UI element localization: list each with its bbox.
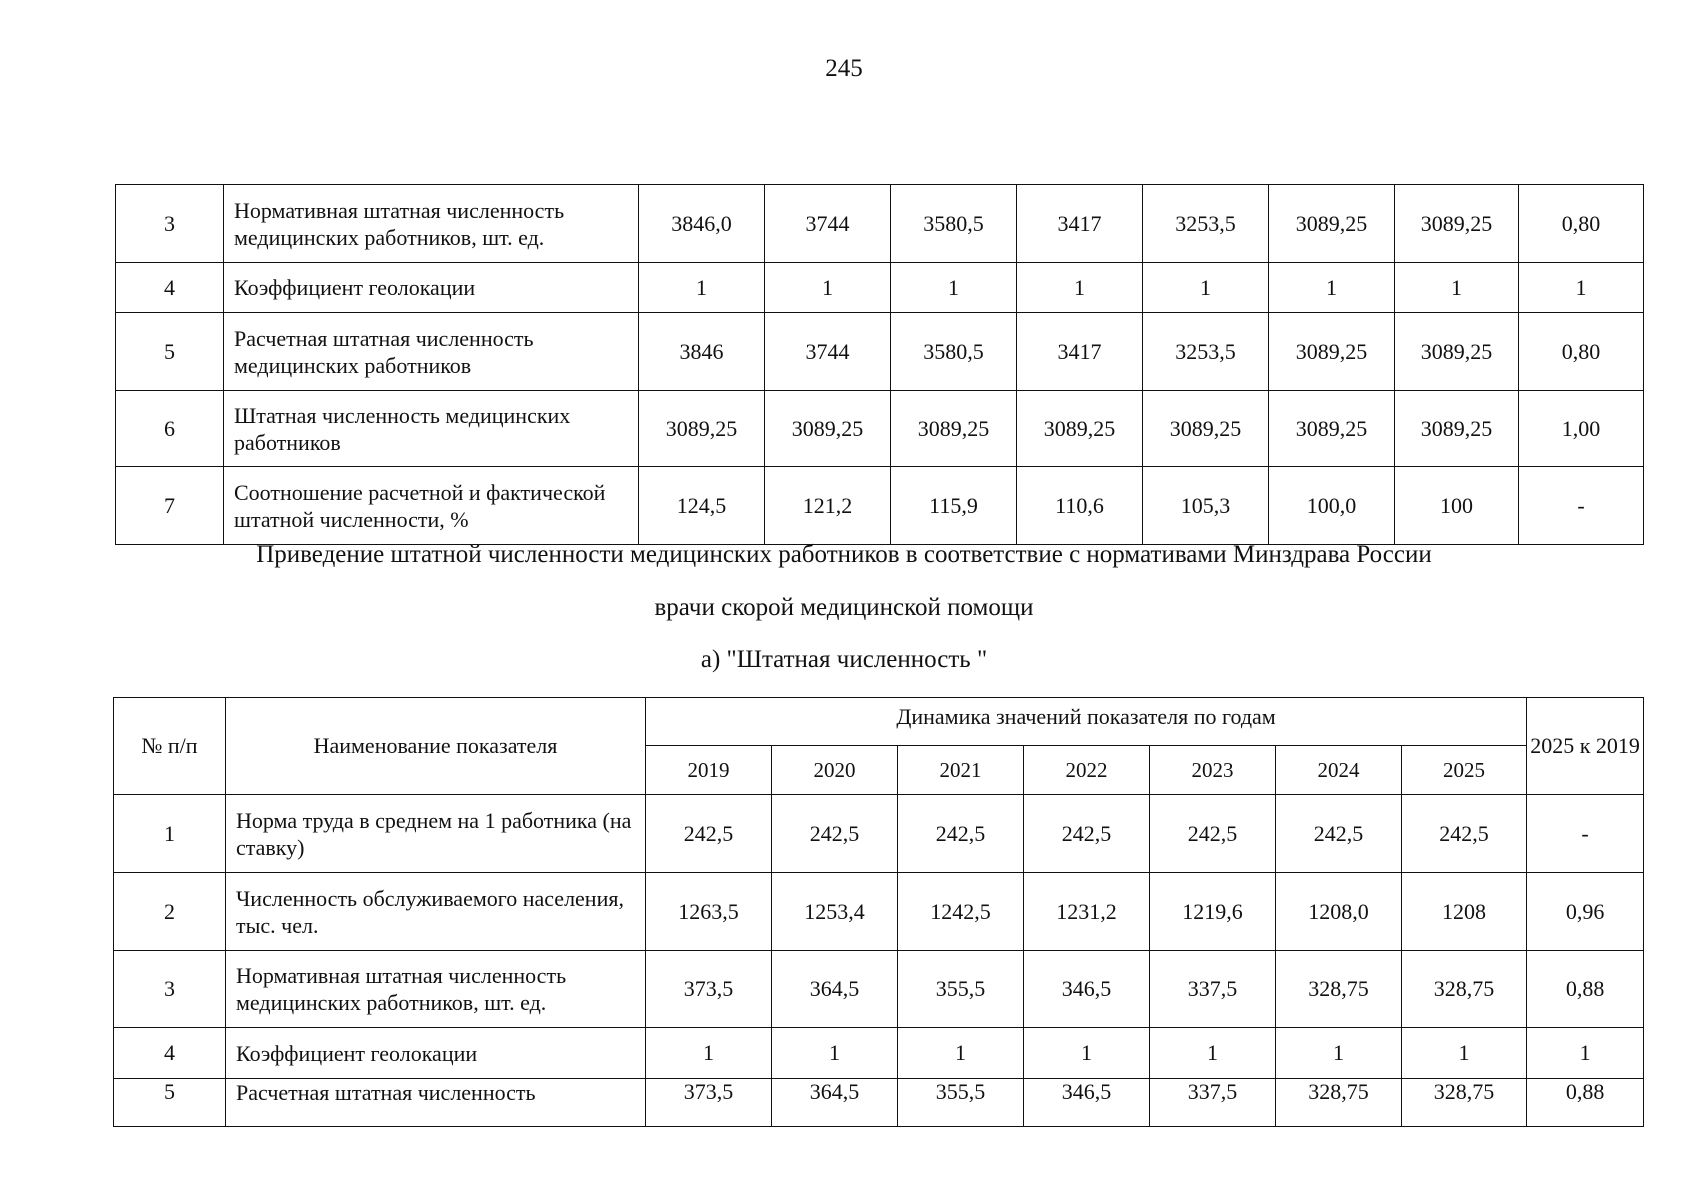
indicator-name: Коэффициент геолокации xyxy=(224,263,639,313)
ratio-value: 0,80 xyxy=(1519,185,1644,263)
row-number: 7 xyxy=(116,467,224,545)
row-number: 4 xyxy=(114,1028,226,1079)
header-name: Наименование показателя xyxy=(226,698,646,795)
year-value: 1 xyxy=(1150,1028,1276,1079)
year-value: 3846,0 xyxy=(639,185,765,263)
year-value: 337,5 xyxy=(1150,1079,1276,1127)
table-row xyxy=(114,795,1644,873)
ratio-value: - xyxy=(1519,467,1644,545)
ratio-value: - xyxy=(1527,795,1644,873)
year-value: 3089,25 xyxy=(1395,391,1519,467)
year-value: 242,5 xyxy=(1276,795,1402,873)
year-value: 3089,25 xyxy=(765,391,891,467)
year-value: 1231,2 xyxy=(1024,873,1150,951)
year-value: 3744 xyxy=(765,185,891,263)
year-value: 1242,5 xyxy=(898,873,1024,951)
year-value: 242,5 xyxy=(1024,795,1150,873)
year-value: 328,75 xyxy=(1276,1079,1402,1127)
year-value: 3580,5 xyxy=(891,185,1017,263)
year-value: 337,5 xyxy=(1150,951,1276,1028)
year-value: 1263,5 xyxy=(646,873,772,951)
year-value: 1 xyxy=(1269,263,1395,313)
year-value: 1253,4 xyxy=(772,873,898,951)
ratio-value: 1,00 xyxy=(1519,391,1644,467)
year-value: 3089,25 xyxy=(891,391,1017,467)
row-number: 4 xyxy=(116,263,224,313)
year-value: 3089,25 xyxy=(1269,313,1395,391)
year-header: 2023 xyxy=(1150,746,1276,795)
year-value: 3089,25 xyxy=(1269,185,1395,263)
year-value: 355,5 xyxy=(898,951,1024,1028)
row-number: 5 xyxy=(116,313,224,391)
indicator-name: Расчетная штатная численность медицинских работников xyxy=(224,313,639,391)
table-row xyxy=(116,263,1644,313)
year-value: 100,0 xyxy=(1269,467,1395,545)
ratio-value: 1 xyxy=(1519,263,1644,313)
year-value: 373,5 xyxy=(646,1079,772,1127)
year-value: 110,6 xyxy=(1017,467,1143,545)
table-row xyxy=(116,313,1644,391)
year-value: 1 xyxy=(1017,263,1143,313)
indicator-name: Нормативная штатная численность медицинских работников, шт. ед. xyxy=(224,185,639,263)
page-number: 245 xyxy=(825,55,863,82)
table-row xyxy=(116,185,1644,263)
table-row xyxy=(116,467,1644,545)
year-value: 1 xyxy=(1024,1028,1150,1079)
year-value: 1 xyxy=(646,1028,772,1079)
year-value: 1 xyxy=(1143,263,1269,313)
year-value: 3417 xyxy=(1017,185,1143,263)
year-value: 1 xyxy=(1395,263,1519,313)
year-value: 364,5 xyxy=(772,1079,898,1127)
row-number: 3 xyxy=(114,951,226,1028)
year-value: 1 xyxy=(1276,1028,1402,1079)
section-title: Приведение штатной численности медицинских работников в соответствие с нормативами Минздрава России xyxy=(256,541,1432,568)
table-row xyxy=(114,1079,1644,1127)
year-value: 124,5 xyxy=(639,467,765,545)
year-value: 1 xyxy=(639,263,765,313)
ratio-value: 0,88 xyxy=(1527,1079,1644,1127)
ratio-value: 1 xyxy=(1527,1028,1644,1079)
year-value: 3089,25 xyxy=(1395,313,1519,391)
year-value: 3089,25 xyxy=(1017,391,1143,467)
year-value: 105,3 xyxy=(1143,467,1269,545)
indicator-name: Соотношение расчетной и фактической штатной численности, % xyxy=(224,467,639,545)
year-value: 346,5 xyxy=(1024,951,1150,1028)
header-dynamics: Динамика значений показателя по годам xyxy=(646,698,1527,746)
ratio-value: 0,80 xyxy=(1519,313,1644,391)
year-value: 1208 xyxy=(1402,873,1527,951)
year-header: 2020 xyxy=(772,746,898,795)
year-value: 100 xyxy=(1395,467,1519,545)
row-number: 1 xyxy=(114,795,226,873)
year-value: 1208,0 xyxy=(1276,873,1402,951)
indicator-name: Расчетная штатная численность xyxy=(226,1079,646,1127)
row-number: 6 xyxy=(116,391,224,467)
table-row xyxy=(114,1028,1644,1079)
year-value: 242,5 xyxy=(1150,795,1276,873)
year-value: 373,5 xyxy=(646,951,772,1028)
indicator-name: Коэффициент геолокации xyxy=(226,1028,646,1079)
indicator-name: Нормативная штатная численность медицинских работников, шт. ед. xyxy=(226,951,646,1028)
table-row xyxy=(114,951,1644,1028)
year-header: 2024 xyxy=(1276,746,1402,795)
table-caption: а) "Штатная численность " xyxy=(700,646,988,673)
year-value: 242,5 xyxy=(898,795,1024,873)
year-value: 121,2 xyxy=(765,467,891,545)
ratio-value: 0,96 xyxy=(1527,873,1644,951)
row-number: 5 xyxy=(114,1079,226,1127)
year-value: 242,5 xyxy=(772,795,898,873)
header-num: № п/п xyxy=(114,698,226,795)
year-value: 242,5 xyxy=(646,795,772,873)
row-number: 2 xyxy=(114,873,226,951)
year-value: 1 xyxy=(898,1028,1024,1079)
year-header: 2025 xyxy=(1402,746,1527,795)
indicator-name: Норма труда в среднем на 1 работника (на ставку) xyxy=(226,795,646,873)
year-header: 2021 xyxy=(898,746,1024,795)
year-value: 3089,25 xyxy=(1143,391,1269,467)
year-value: 3580,5 xyxy=(891,313,1017,391)
year-value: 3089,25 xyxy=(639,391,765,467)
row-number: 3 xyxy=(116,185,224,263)
year-header: 2019 xyxy=(646,746,772,795)
year-value: 3089,25 xyxy=(1395,185,1519,263)
year-value: 1 xyxy=(772,1028,898,1079)
ratio-value: 0,88 xyxy=(1527,951,1644,1028)
year-value: 242,5 xyxy=(1402,795,1527,873)
year-value: 1219,6 xyxy=(1150,873,1276,951)
year-value: 3089,25 xyxy=(1269,391,1395,467)
year-value: 1 xyxy=(765,263,891,313)
table-row xyxy=(116,391,1644,467)
section-subtitle: врачи скорой медицинской помощи xyxy=(654,594,1034,621)
year-header: 2022 xyxy=(1024,746,1150,795)
year-value: 346,5 xyxy=(1024,1079,1150,1127)
year-value: 328,75 xyxy=(1402,1079,1527,1127)
year-value: 1 xyxy=(891,263,1017,313)
year-value: 364,5 xyxy=(772,951,898,1028)
indicator-name: Численность обслуживаемого населения, тыс. чел. xyxy=(226,873,646,951)
year-value: 355,5 xyxy=(898,1079,1024,1127)
year-value: 3417 xyxy=(1017,313,1143,391)
year-value: 3253,5 xyxy=(1143,313,1269,391)
year-value: 1 xyxy=(1402,1028,1527,1079)
year-value: 328,75 xyxy=(1276,951,1402,1028)
staffing-table-ambulance-doctors xyxy=(113,697,1644,1127)
year-value: 3744 xyxy=(765,313,891,391)
year-value: 3846 xyxy=(639,313,765,391)
staffing-table-continued xyxy=(115,184,1644,545)
year-value: 115,9 xyxy=(891,467,1017,545)
year-value: 328,75 xyxy=(1402,951,1527,1028)
header-ratio: 2025 к 2019 xyxy=(1527,698,1644,795)
indicator-name: Штатная численность медицинских работников xyxy=(224,391,639,467)
table-row xyxy=(114,873,1644,951)
year-value: 3253,5 xyxy=(1143,185,1269,263)
